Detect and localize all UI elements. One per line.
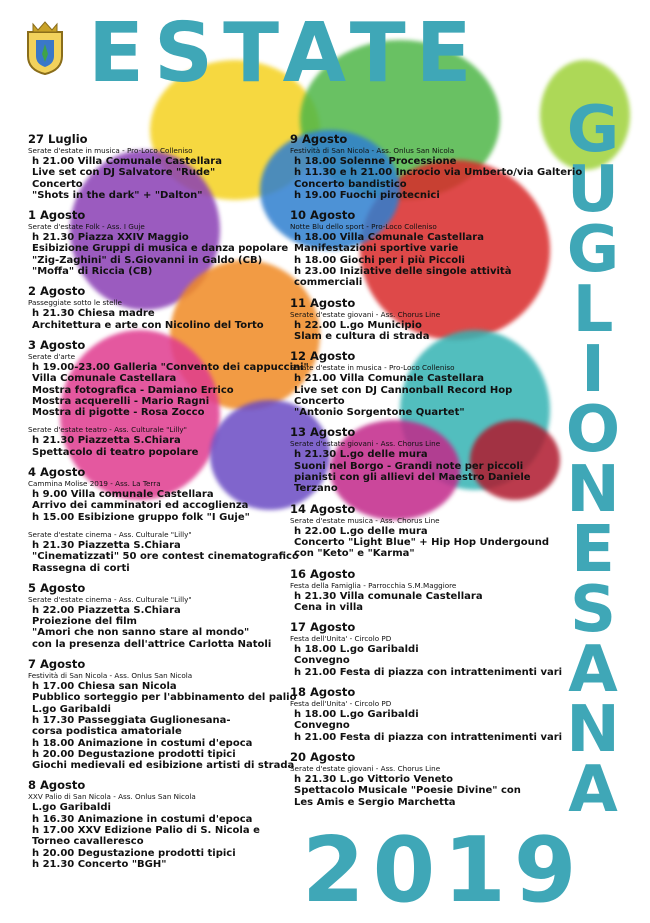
event-line: Convegno bbox=[294, 655, 350, 667]
event-organizer: Festa dell'Unita' - Circolo PD bbox=[290, 634, 392, 644]
event-line: h 17.30 Passeggiata Guglionesana- bbox=[32, 714, 231, 726]
event-line: Concerto bandistico bbox=[294, 178, 407, 190]
event-organizer: XXV Palio di San Nicola - Ass. Onlus San Nicola bbox=[28, 792, 196, 802]
event-block bbox=[28, 284, 283, 331]
event-block bbox=[28, 208, 289, 278]
event-date: 16 Agosto bbox=[290, 566, 356, 581]
event-line: corsa podistica amatoriale bbox=[32, 726, 182, 738]
event-details bbox=[290, 644, 563, 678]
event-date: 20 Agosto bbox=[290, 749, 356, 764]
event-line: h 21.30 Piazzetta S.Chiara bbox=[32, 435, 181, 447]
event-organizer: Serate d'estate giovani - Ass. Chorus Line bbox=[290, 763, 441, 773]
event-line: Architettura e arte con Nicolino del Torto bbox=[32, 319, 264, 331]
event-line: Villa Comunale Castellara bbox=[32, 373, 177, 385]
event-details bbox=[28, 539, 299, 574]
title-letter: N bbox=[566, 693, 620, 767]
event-line: h 19.00-23.00 Galleria "Convento dei cappuccini" bbox=[32, 361, 309, 373]
event-line: "Zig-Zaghini" di S.Giovanni in Galdo (CB) bbox=[32, 254, 263, 266]
event-line: Mostra di pigotte - Rosa Zocco bbox=[32, 407, 205, 419]
event-line: Concerto bbox=[294, 395, 345, 407]
event-organizer: Serate d'estate in musica - Pro-Loco Colleniso bbox=[290, 363, 455, 373]
event-block bbox=[290, 685, 563, 743]
event-date: 13 Agosto bbox=[290, 425, 356, 440]
title-letter: G bbox=[566, 213, 620, 287]
title-letter: O bbox=[565, 393, 621, 467]
event-date: 3 Agosto bbox=[28, 337, 86, 352]
event-line: con la presenza dell'attrice Carlotta Natoli bbox=[32, 638, 272, 650]
event-line: Giochi medievali ed esibizione artisti di strada bbox=[32, 760, 295, 772]
event-line: "Cinematizzati" 50 ore contest cinematografico bbox=[32, 551, 299, 563]
event-line: Mostra acquerelli - Mario Ragni bbox=[32, 395, 210, 407]
event-block bbox=[290, 501, 550, 560]
event-line: L.go Garibaldi bbox=[32, 802, 111, 814]
event-line: Terzano bbox=[294, 483, 338, 495]
event-date: 1 Agosto bbox=[28, 208, 86, 223]
title-letter: I bbox=[581, 333, 605, 407]
event-line: h 18.00 Animazione in costumi d'epoca bbox=[32, 737, 253, 749]
event-line: Suoni nel Borgo - Grandi note per piccoli bbox=[294, 460, 524, 472]
event-details bbox=[28, 605, 283, 650]
event-line: h 21.30 Villa comunale Castellara bbox=[294, 590, 483, 602]
event-line: h 16.30 Animazione in costumi d'epoca bbox=[32, 813, 253, 825]
event-organizer: Serate d'arte bbox=[28, 351, 76, 361]
event-line: h 20.00 Degustazione prodotti tipici bbox=[32, 748, 236, 760]
event-details bbox=[28, 232, 289, 278]
event-organizer: Cammina Molise 2019 - Ass. La Terra bbox=[28, 479, 161, 489]
title-estate: ESTATE bbox=[88, 6, 482, 101]
event-details bbox=[290, 591, 545, 614]
title-letter: E bbox=[571, 513, 615, 587]
event-line: Convegno bbox=[294, 720, 350, 732]
event-organizer: Festività di San Nicola - Ass. Onlus San Nicola bbox=[290, 146, 455, 155]
event-date: 7 Agosto bbox=[28, 657, 86, 672]
event-line: h 21.30 L.go delle mura bbox=[294, 449, 428, 461]
event-block bbox=[290, 620, 563, 678]
event-details bbox=[290, 525, 550, 560]
event-date: 4 Agosto bbox=[28, 465, 86, 480]
event-block bbox=[28, 529, 299, 574]
event-line: h 21.00 Villa Comunale Castellara bbox=[32, 156, 222, 167]
town-crest-icon bbox=[24, 20, 66, 76]
event-line: Live set con DJ Cannonball Record Hop bbox=[294, 384, 513, 396]
event-line: h 21.00 Festa di piazza con intrattenimenti vari bbox=[294, 731, 563, 743]
event-line: h 18.00 Solenne Processione bbox=[294, 156, 457, 167]
event-line: Slam e cultura di strada bbox=[294, 330, 430, 342]
event-line: "Antonio Sorgentone Quartet" bbox=[294, 407, 465, 419]
event-organizer: Serate d'estate in musica - Pro-Loco Colleniso bbox=[28, 146, 193, 155]
event-organizer: Serate d'estate giovani - Ass. Chorus Line bbox=[290, 309, 441, 319]
event-details bbox=[28, 489, 283, 523]
event-line: Rassegna di corti bbox=[32, 562, 130, 574]
event-line: h 11.30 e h 21.00 Incrocio via Umberto/via Galterio bbox=[294, 167, 583, 179]
title-letter: S bbox=[569, 573, 617, 647]
event-organizer: Serate d'estate cinema - Ass. Culturale "Lilly" bbox=[28, 594, 192, 604]
event-line: Manifestazioni sportive varie bbox=[294, 243, 459, 255]
event-line: Concerto "Light Blue" + Hip Hop Undergound bbox=[294, 536, 550, 548]
event-line: h 19.00 Fuochi pirotecnici bbox=[294, 189, 440, 201]
event-line: h 15.00 Esibizione gruppo folk "I Guje" bbox=[32, 511, 250, 523]
event-line: h 17.00 Chiesa san Nicola bbox=[32, 681, 177, 693]
event-organizer: Serate d'estate giovani - Ass. Chorus Line bbox=[290, 439, 441, 449]
event-line: h 18.00 L.go Garibaldi bbox=[294, 709, 419, 721]
title-letter: L bbox=[572, 273, 614, 347]
event-details bbox=[28, 802, 283, 870]
event-line: Concerto bbox=[32, 178, 83, 190]
event-line: h 18.00 L.go Garibaldi bbox=[294, 644, 419, 656]
event-line: Live set con DJ Salvatore "Rude" bbox=[32, 167, 216, 179]
event-block bbox=[290, 425, 545, 494]
event-line: Spettacolo di teatro popolare bbox=[32, 446, 199, 458]
event-line: Esibizione Gruppi di musica e danza popolare bbox=[32, 243, 289, 255]
event-organizer: Passeggiate sotto le stelle bbox=[28, 298, 122, 308]
event-line: h 21.30 Piazzetta S.Chiara bbox=[32, 539, 181, 551]
event-details bbox=[290, 709, 563, 743]
event-line: Proiezione del film bbox=[32, 616, 137, 628]
event-line: con "Keto" e "Karma" bbox=[294, 548, 415, 560]
event-organizer: Notte Blu dello sport - Pro-Loco Colleniso bbox=[290, 222, 437, 232]
title-letter: A bbox=[568, 633, 618, 707]
event-block bbox=[28, 778, 283, 870]
event-block bbox=[290, 750, 545, 808]
event-block bbox=[290, 567, 545, 614]
event-details bbox=[290, 774, 545, 808]
event-line: Mostra fotografica - Damiano Errico bbox=[32, 384, 234, 396]
event-details bbox=[28, 308, 283, 331]
event-date: 17 Agosto bbox=[290, 620, 356, 635]
event-line: h 21.00 Festa di piazza con intrattenimenti vari bbox=[294, 666, 563, 678]
event-block bbox=[290, 132, 583, 201]
event-details bbox=[28, 681, 297, 772]
event-line: "Shots in the dark" + "Dalton" bbox=[32, 189, 203, 201]
event-date: 9 Agosto bbox=[290, 132, 348, 146]
event-date: 2 Agosto bbox=[28, 284, 86, 299]
event-line: h 21.30 L.go Vittorio Veneto bbox=[294, 773, 454, 785]
event-line: Les Amis e Sergio Marchetta bbox=[294, 796, 456, 808]
event-line: h 18.00 Villa Comunale Castellara bbox=[294, 232, 484, 244]
event-organizer: Serate d'estate cinema - Ass. Culturale "Lilly" bbox=[28, 529, 192, 539]
title-guglionesana bbox=[538, 93, 648, 827]
event-details bbox=[28, 361, 309, 419]
event-block bbox=[28, 581, 283, 650]
event-line: h 23.00 Iniziative delle singole attività bbox=[294, 266, 512, 278]
event-date: 27 Luglio bbox=[28, 132, 88, 146]
event-block bbox=[28, 465, 283, 523]
event-date: 5 Agosto bbox=[28, 580, 86, 595]
events-right-column bbox=[290, 132, 583, 815]
title-letter: G bbox=[566, 93, 620, 167]
event-details bbox=[290, 156, 583, 201]
event-block bbox=[290, 349, 545, 418]
event-line: h 22.00 L.go delle mura bbox=[294, 525, 428, 537]
event-line: h 9.00 Villa comunale Castellara bbox=[32, 489, 214, 501]
event-organizer: Festività di San Nicola - Ass. Onlus San Nicola bbox=[28, 671, 193, 681]
event-block bbox=[28, 657, 297, 772]
event-block bbox=[290, 208, 545, 288]
event-line: pianisti con gli allievi del Maestro Daniele bbox=[294, 472, 531, 484]
event-organizer: Serate d'estate musica - Ass. Chorus Line bbox=[290, 515, 440, 525]
event-date: 11 Agosto bbox=[290, 295, 356, 310]
event-line: h 21.00 Villa Comunale Castellara bbox=[294, 373, 484, 385]
event-line: h 21.30 Piazza XXIV Maggio bbox=[32, 232, 189, 244]
event-block bbox=[28, 337, 309, 419]
event-details bbox=[28, 156, 283, 201]
event-line: h 20.00 Degustazione prodotti tipici bbox=[32, 847, 236, 859]
event-line: h 21.30 Chiesa madre bbox=[32, 308, 155, 320]
event-line: "Amori che non sanno stare al mondo" bbox=[32, 627, 250, 639]
event-line: Torneo cavalleresco bbox=[32, 836, 144, 848]
event-details bbox=[290, 320, 545, 343]
event-line: "Moffa" di Riccia (CB) bbox=[32, 266, 153, 278]
event-block bbox=[28, 425, 283, 458]
event-details bbox=[28, 435, 283, 458]
event-block bbox=[28, 132, 283, 201]
event-line: h 18.00 Giochi per i più Piccoli bbox=[294, 254, 465, 266]
event-line: Cena in villa bbox=[294, 601, 364, 613]
event-line: h 22.00 L.go Municipio bbox=[294, 319, 422, 331]
event-organizer: Serate d'estate teatro - Ass. Culturale "Lilly" bbox=[28, 425, 187, 435]
title-letter: N bbox=[566, 453, 620, 527]
event-organizer: Festa della Famiglia - Parrocchia S.M.Maggiore bbox=[290, 580, 457, 590]
event-details bbox=[290, 232, 545, 288]
event-organizer: Serate d'estate Folk - Ass. I Guje bbox=[28, 222, 145, 232]
events-left-column bbox=[28, 132, 309, 877]
title-year: 2019 bbox=[302, 818, 585, 923]
event-line: h 22.00 Piazzetta S.Chiara bbox=[32, 604, 181, 616]
event-date: 10 Agosto bbox=[290, 208, 356, 223]
event-line: L.go Garibaldi bbox=[32, 703, 111, 715]
title-letter: A bbox=[568, 753, 618, 827]
event-line: commerciali bbox=[294, 277, 363, 289]
event-line: Pubblico sorteggio per l'abbinamento del palio bbox=[32, 692, 297, 704]
event-line: h 21.30 Concerto "BGH" bbox=[32, 858, 167, 870]
event-date: 14 Agosto bbox=[290, 501, 356, 516]
title-letter: U bbox=[567, 153, 619, 227]
event-date: 18 Agosto bbox=[290, 685, 356, 700]
event-block bbox=[290, 296, 545, 343]
event-details bbox=[290, 373, 545, 418]
event-line: h 17.00 XXV Edizione Palio di S. Nicola e bbox=[32, 824, 260, 836]
event-details bbox=[290, 449, 545, 494]
event-organizer: Festa dell'Unita' - Circolo PD bbox=[290, 699, 392, 709]
event-date: 12 Agosto bbox=[290, 349, 356, 364]
event-date: 8 Agosto bbox=[28, 778, 86, 793]
event-line: Spettacolo Musicale "Poesie Divine" con bbox=[294, 785, 521, 797]
event-line: Arrivo dei camminatori ed accoglienza bbox=[32, 500, 249, 512]
